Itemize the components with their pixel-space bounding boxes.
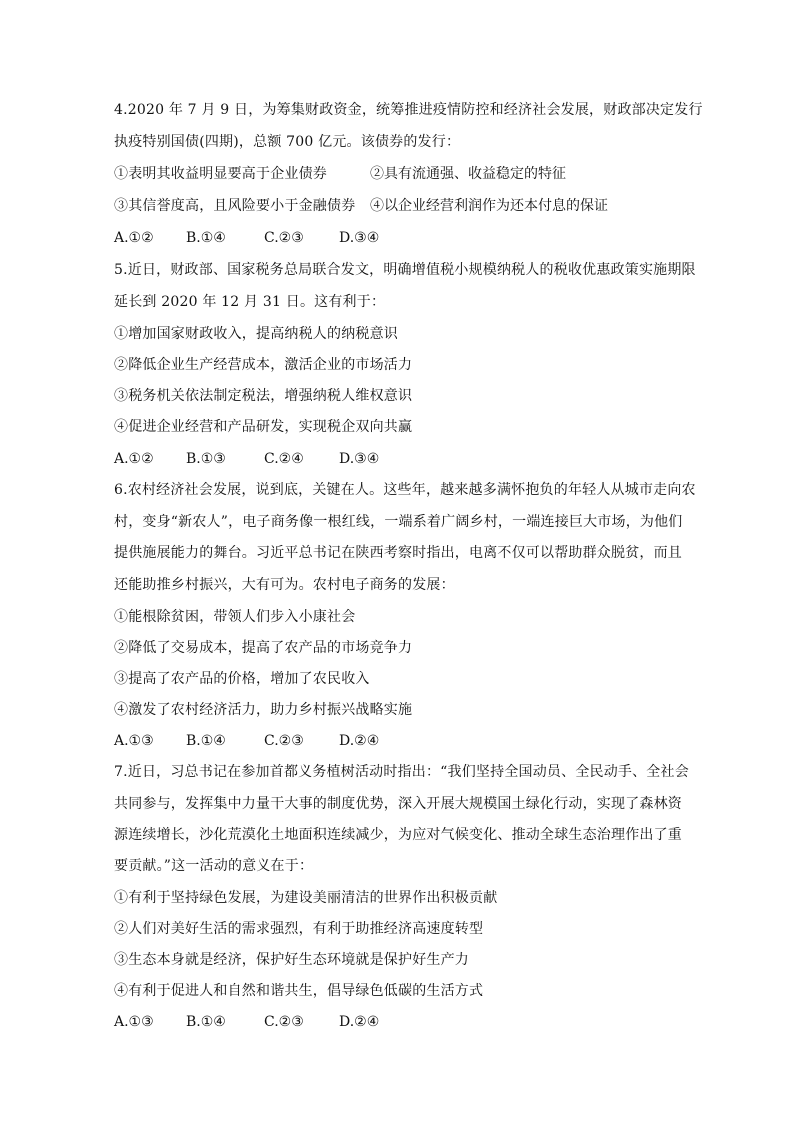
question-6-option-3: ③提高了农产品的价格，增加了农民收入 (114, 671, 370, 687)
question-5-option-3: ③税务机关依法制定税法，增强纳税人维权意识 (114, 388, 413, 404)
question-4-option-2: ②具有流通强、收益稳定的特征 (370, 166, 566, 182)
question-7-option-2: ②人们对美好生活的需求强烈，有利于助推经济高速度转型 (114, 921, 484, 937)
question-7-answers (114, 1012, 379, 1032)
question-5-stem-line-1: 5.近日，财政部、国家税务总局联合发文，明确增值税小规模纳税人的税收优惠政策实施期限 (114, 262, 696, 278)
question-6-stem-line-1: 6.农村经济社会发展，说到底，关键在人。这些年，越来越多满怀抱负的年轻人从城市走向农 (114, 482, 696, 498)
question-6-option-2: ②降低了交易成本，提高了农产品的市场竞争力 (114, 640, 413, 656)
answer-b: B.①④ (186, 1014, 226, 1030)
answer-a: A.①② (114, 451, 154, 467)
question-7-option-4: ④有利于促进人和自然和谐共生，倡导绿色低碳的生活方式 (114, 983, 484, 999)
answer-d: D.②④ (339, 1014, 380, 1030)
answer-b: B.①③ (186, 451, 226, 467)
question-6-option-4: ④激发了农村经济活力，助力乡村振兴战略实施 (114, 702, 413, 718)
question-7-stem-line-3: 源连续增长，沙化荒漠化土地面积连续减少，为应对气候变化、推动全球生态治理作出了重 (114, 827, 682, 843)
answer-d: D.③④ (339, 230, 380, 246)
question-5-stem-line-2: 延长到 2020 年 12 月 31 日。这有利于： (114, 294, 386, 310)
answer-a: A.①② (114, 230, 154, 246)
question-5-option-1: ①增加国家财政收入，提高纳税人的纳税意识 (114, 326, 398, 342)
answer-b: B.①④ (186, 230, 226, 246)
answer-a: A.①③ (114, 733, 154, 749)
answer-d: D.②④ (339, 733, 380, 749)
question-4-option-3: ③其信誉度高，且风险要小于金融债券 (114, 198, 356, 214)
question-7-stem-line-4: 要贡献。”这一活动的意义在于： (114, 858, 314, 874)
question-6-stem-line-4: 还能助推乡村振兴，大有可为。农村电子商务的发展： (114, 577, 455, 593)
question-4-stem-line-1: 4.2020 年 7 月 9 日，为筹集财政资金，统筹推进疫情防控和经济社会发展，财政部决定发行 (114, 102, 703, 118)
answer-b: B.①④ (186, 733, 226, 749)
question-4-option-4: ④以企业经营利润作为还本付息的保证 (370, 198, 608, 214)
question-5-option-4: ④促进企业经营和产品研发，实现税企双向共赢 (114, 419, 413, 435)
answer-c: C.②③ (264, 1014, 304, 1030)
question-4-stem-line-2: 执疫特别国债(四期)，总额 700 亿元。该债券的发行： (114, 134, 461, 150)
question-4-answers (114, 228, 379, 248)
question-7-stem-line-1: 7.近日，习总书记在参加首都义务植树活动时指出：“我们坚持全国动员、全民动手、全社会 (114, 764, 689, 780)
question-6-option-1: ①能根除贫困，带领人们步入小康社会 (114, 609, 356, 625)
question-6-stem-line-3: 提供施展能力的舞台。习近平总书记在陕西考察时指出，电离不仅可以帮助群众脱贫，而且 (114, 545, 682, 561)
answer-c: C.②④ (264, 451, 304, 467)
answer-c: C.②③ (264, 230, 304, 246)
answer-c: C.②③ (264, 733, 304, 749)
question-5-answers (114, 449, 379, 469)
answer-a: A.①③ (114, 1014, 154, 1030)
answer-d: D.③④ (339, 451, 380, 467)
question-6-stem-line-2: 村，变身“新农人”，电子商务像一根红线，一端系着广阔乡村，一端连接巨大市场，为他们 (114, 514, 683, 530)
question-7-stem-line-2: 共同参与，发挥集中力量干大事的制度优势，深入开展大规模国土绿化行动，实现了森林资 (114, 796, 682, 812)
question-7-option-3: ③生态本身就是经济，保护好生态环境就是保护好生产力 (114, 952, 469, 968)
question-7-option-1: ①有利于坚持绿色发展，为建设美丽清洁的世界作出积极贡献 (114, 890, 498, 906)
question-4-option-1: ①表明其收益明显要高于企业债券 (114, 166, 327, 182)
question-6-answers (114, 731, 379, 751)
question-5-option-2: ②降低企业生产经营成本，激活企业的市场活力 (114, 357, 413, 373)
